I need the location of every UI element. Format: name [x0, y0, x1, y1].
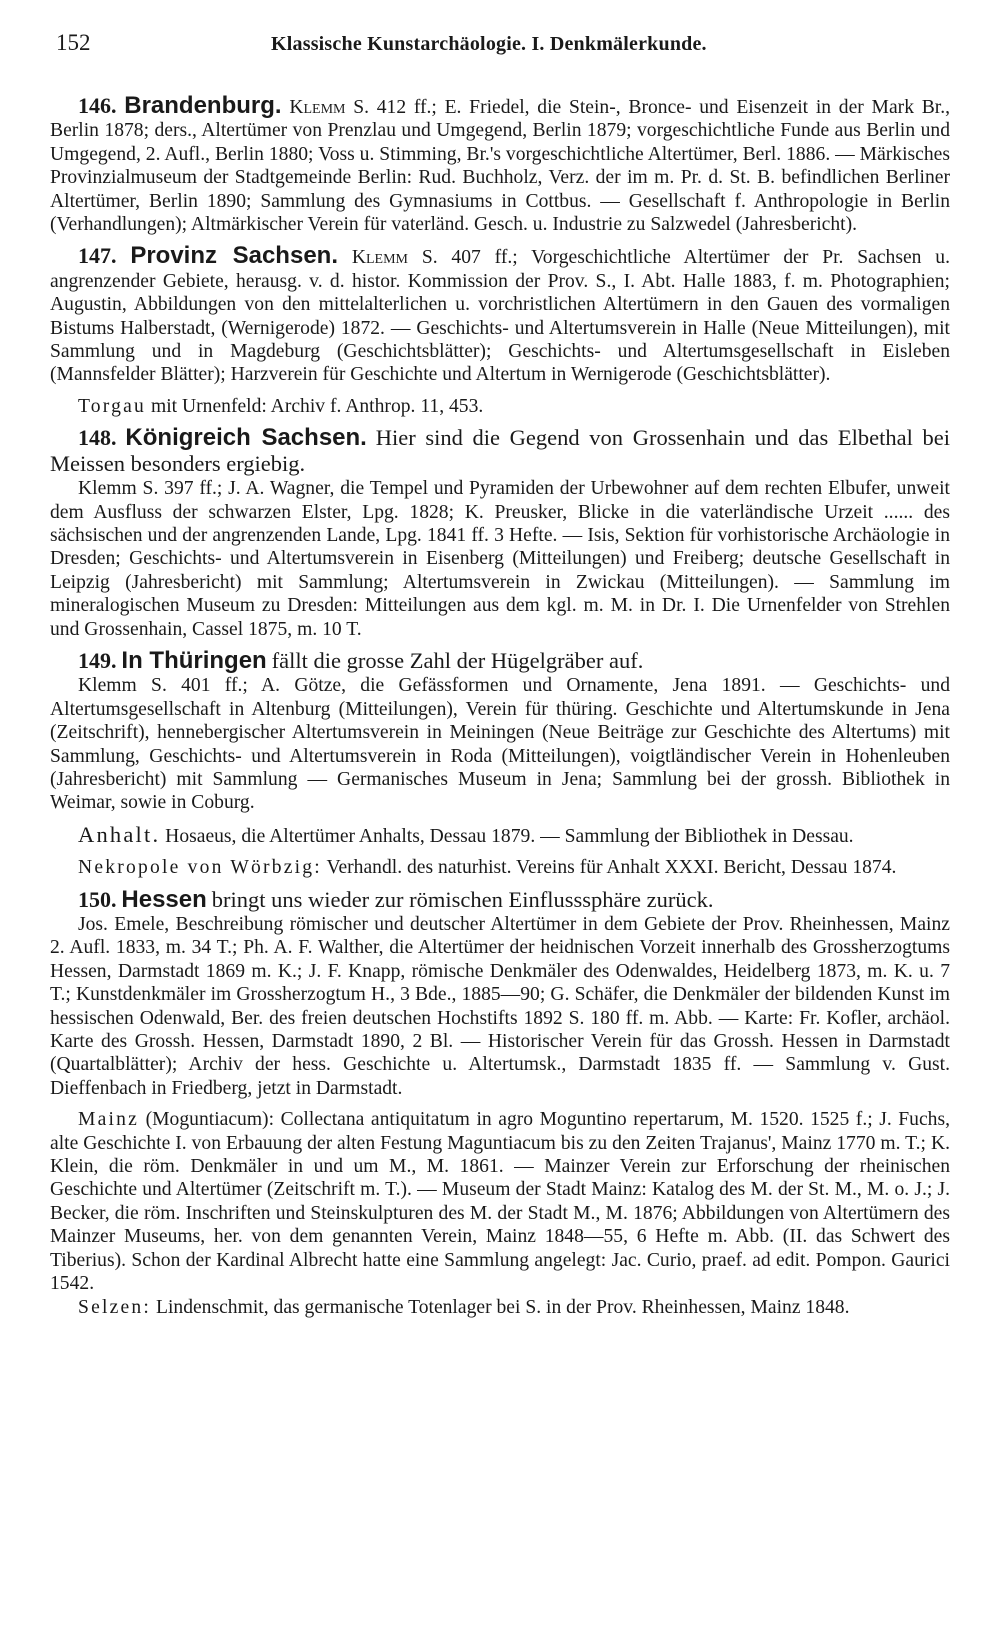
section-146 — [50, 94, 950, 236]
section-text: S. 407 ff.; Vorgeschichtliche Altertümer der Pr. Sachsen u. angrenzender Gebiete, herausg. v. d. histor. Kommission der Prov. S., I. Abt. Halle 1883, f. m. Photographien; Augustin, Abbildungen von den mittelalterlichen u. vorchristlichen Altertümern in den Gauen des vormaligen Bistums Halberstadt, (Wernigerode) 1872. — Geschichts- und Altertumsverein in Halle (Neue Mitteilungen), mit Sammlung und in Magdeburg (Geschichtsblätter); Geschichts- und Altertumsgesellschaft in Eisleben (Mannsfelder Blätter); Harzverein für Geschichte und Altertum in Wernigerode (Geschichtsblätter). — [50, 247, 950, 386]
subentry-text: mit Urnenfeld: Archiv f. Anthrop. 11, 453. — [150, 395, 484, 417]
section-lead-paragraph — [50, 646, 950, 674]
section-number: 150. — [78, 886, 117, 912]
section-lead: bringt uns wieder zur römischen Einflusssphäre zurück. — [211, 886, 714, 912]
subentry-text: Hosaeus, die Altertümer Anhalts, Dessau 1879. — Sammlung der Bibliothek in Dessau. — [165, 825, 854, 847]
section-number: 147. — [78, 243, 117, 269]
section-body: Jos. Emele, Beschreibung römischer und deutscher Altertümer in dem Gebiete der Prov. Rheinhessen, Mainz 2. Aufl. 1833, m. 34 T.; Ph. A. F. Walther, die Altertümer der heidnischen Vorzeit innerhalb des Grossherzogtums Hessen, Darmstadt 1869 m. K.; J. F. Knapp, römische Denkmäler des Odenwaldes, Heidelberg 1873, m. K. u. 7 T.; Kunstdenkmäler im Grossherzogtum H., 3 Bde., 1885—90; G. Schäfer, die Denkmäler der bildenden Kunst im hessischen Odenwald, Ber. des freien deutschen Hochstifts 1892 S. 180 ff. m. Abb. — Karte: Fr. Kofler, archäol. Karte des Grossh. Hessen, Darmstadt 1890, 2 Bl. — Historischer Verein für das Grossh. Hessen in Darmstadt (Quartalblätter); Archiv der hess. Geschichte u. Altertumsk., Darmstadt 1835 ff. — Sammlung v. Gust. Dieffenbach in Friedberg, jetzt in Darmstadt. — [50, 914, 950, 1099]
section-148 — [50, 426, 950, 641]
section-lead-paragraph — [50, 426, 950, 477]
subentry-place: Torgau — [78, 395, 147, 417]
subentry-text: Lindenschmit, das germanische Totenlager bei S. in der Prov. Rheinhessen, Mainz 1848. — [155, 1296, 850, 1318]
subentry-paragraph — [50, 1296, 950, 1319]
running-title: Klassische Kunstarchäologie. I. Denkmälerkunde. — [271, 33, 707, 55]
section-number: 146. — [78, 93, 117, 118]
section-147 — [50, 244, 950, 418]
section-body: Klemm S. 401 ff.; A. Götze, die Gefässformen und Ornamente, Jena 1891. — Geschichts- und Altertumsgesellschaft in Altenburg (Mitteilungen), Verein für thüring. Geschichte und Altertumskunde in Jena (Zeitschrift), hennebergischer Altertumsverein in Meiningen (Neue Beiträge zur Geschichte des Altertums) mit Sammlung, Geschichts- und Altertumsverein in Roda (Mitteilungen), voigtländischer Verein in Hohenleuben (Jahresbericht) mit Sammlung — Germanisches Museum in Jena; Sammlung bei der grossh. Bibliothek in Weimar, sowie in Coburg. — [50, 675, 950, 814]
section-lead-paragraph — [50, 885, 950, 913]
section-heading: In Thüringen — [121, 646, 267, 674]
section-paragraph — [50, 94, 950, 236]
subentry-text: Verhandl. des naturhist. Vereins für Anhalt XXXI. Bericht, Dessau 1874. — [326, 857, 897, 879]
section-heading: Hessen — [121, 885, 207, 913]
subentry-paragraph — [50, 856, 950, 879]
section-body: Klemm S. 397 ff.; J. A. Wagner, die Tempel und Pyramiden der Urbewohner auf dem rechten Elbufer, unweit dem Ausfluss der schwarzen Elster, Lpg. 1828; K. Preusker, Blicke in die vaterländische Urzeit ...... des sächsischen und der angrenzenden Lande, Lpg. 1841 ff. 3 Hefte. — Isis, Sektion für vorhistorische Archäologie in Dresden; Geschichts- und Altertumsverein in Eisenberg (Mitteilungen) und Freiberg; deutsche Gesellschaft in Leipzig (Jahresbericht) mit Sammlung; Altertumsverein in Zwickau (Mitteilungen). — Sammlung im mineralogischen Museum zu Dresden: Mitteilungen aus dem kgl. m. M. in Dr. I. Die Urnenfelder von Strehlen und Grossenhain, Cassel 1875, m. 10 T. — [50, 478, 950, 640]
subentry-place: Selzen: — [78, 1296, 152, 1318]
subentry-place: Nekropole von Wörbzig: — [78, 857, 322, 879]
section-lead: fällt die grosse Zahl der Hügelgräber auf. — [271, 647, 644, 673]
section-150 — [50, 885, 950, 1319]
page-number: 152 — [56, 30, 91, 55]
section-text: S. 412 ff.; E. Friedel, die Stein-, Bronce- und Eisenzeit in der Mark Br., Berlin 1878; ders., Altertümer von Prenzlau und Umgegend, Berlin 1879; vorgeschichtliche Funde aus Berlin und Umgegend, 2. Aufl., Berlin 1880; Voss u. Stimming, Br.'s vorgeschichtliche Altertümer, Berl. 1886. — Märkisches Provinzialmuseum der Stadtgemeinde Berlin: Rud. Buchholz, Verz. der im m. Pr. d. St. B. befindlichen Berliner Altertümer, Berlin 1890; Sammlung des Gymnasiums in Cottbus. — Gesellschaft f. Anthropologie in Berlin (Verhandlungen); Altmärkischer Verein für vaterländ. Gesch. u. Industrie zu Salzwedel (Jahresbericht). — [50, 97, 951, 236]
page-header — [50, 30, 950, 56]
section-heading: Provinz Sachsen. — [130, 242, 338, 270]
subentry-paragraph — [50, 823, 950, 848]
section-heading: Königreich Sachsen. — [125, 424, 367, 452]
section-heading: Brandenburg. — [124, 92, 282, 119]
subentry-place: Anhalt. — [78, 821, 161, 847]
section-149 — [50, 646, 950, 880]
section-number: 148. — [78, 425, 117, 451]
subentry-paragraph — [50, 1108, 950, 1295]
section-number: 149. — [78, 647, 117, 673]
author-name: Klemm — [289, 97, 346, 118]
section-lead: Hier sind die Gegend von Grossenhain und das Elbethal bei Meissen besonders ergiebig. — [50, 425, 950, 476]
subentry-place: Mainz — [78, 1109, 140, 1131]
subentry-paragraph — [50, 395, 950, 418]
author-name: Klemm — [351, 247, 408, 269]
subentry-text: (Moguntiacum): Collectana antiquitatum in agro Moguntino repertarum, M. 1520. 1525 f.; J. Fuchs, alte Geschichte I. von Erbauung der alten Festung Maguntiacum bis zu den Zeiten Trajanus', Mainz 1770 m. T.; K. Klein, die röm. Denkmäler in und um M., M. 1861. — Mainzer Verein zur Erforschung der rheinischen Geschichte und Altertümer (Zeitschrift m. T.). — Museum der Stadt Mainz: Katalog des M. der St. M., M. o. J.; J. Becker, die röm. Inschriften und Steinskulpturen des M. der Stadt M., M. 1876; Abbildungen von Altertümern des Mainzer Museums, her. von dem genannten Verein, Mainz 1848—55, 6 Hefte m. Abb. (II. das Schwert des Tiberius). Schon der Kardinal Albrecht hatte eine Sammlung angelegt: Jac. Curio, praef. ad edit. Pompon. Gaurici 1542. — [50, 1109, 950, 1295]
section-paragraph — [50, 244, 950, 386]
